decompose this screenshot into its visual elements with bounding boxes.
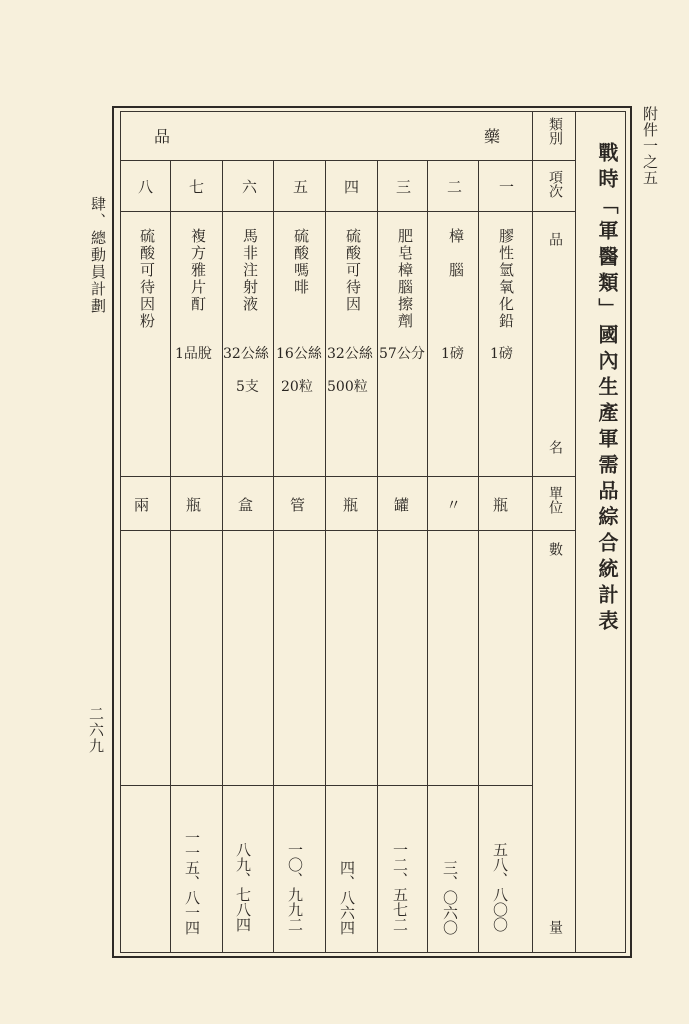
row-7-name: 複方雅片酊 [189,228,207,313]
row-5-name: 硫酸嗎啡 [292,228,310,296]
row-5-spec2: 20粒 [281,379,313,395]
row-4-no: 四 [344,178,362,196]
header-item-no: 項次 [547,170,563,198]
row-4-spec2: 500粒 [327,379,368,395]
header-category: 類別 [547,117,563,145]
row-8-unit: 兩 [134,496,152,514]
group-label-left: 品 [154,127,171,146]
row-2-quantity: 三、〇六〇 [441,860,459,935]
row-7-spec1: 1品脫 [175,346,212,362]
row-4-unit: 瓶 [343,496,361,514]
attachment-label: 附件一之五 [641,106,659,186]
row-6-no: 六 [242,178,260,196]
header-item-name-bottom: 名 [547,440,563,454]
row-4-spec1: 32公絲 [327,346,373,362]
row-6-spec2: 5支 [236,379,259,395]
row-8-no: 八 [138,178,156,196]
row-4-name: 硫酸可待因 [344,228,362,313]
group-label-right: 藥 [484,127,501,146]
row-4-quantity: 四、八六四 [338,860,356,935]
row-2-unit: 〃 [446,496,464,514]
row-3-spec1: 57公分 [379,346,425,362]
row-1-quantity: 五八、八〇〇 [491,842,509,932]
row-3-no: 三 [396,178,414,196]
row-7-quantity: 一一五、八一四 [183,830,201,935]
row-3-quantity: 一二、五七二 [391,842,409,932]
row-7-unit: 瓶 [186,496,204,514]
row-1-unit: 瓶 [493,496,511,514]
row-6-quantity: 八九、七八四 [234,842,252,932]
page-number: 二六九 [87,706,105,754]
header-quantity-top: 數 [547,542,563,556]
row-1-no: 一 [499,178,517,196]
header-unit: 單位 [547,486,563,514]
row-6-spec1: 32公絲 [223,346,269,362]
row-6-name: 馬非注射液 [241,228,259,313]
header-quantity-bottom: 量 [547,920,563,934]
row-8-name: 硫酸可待因粉 [138,228,156,330]
row-2-spec1: 1磅 [441,346,464,362]
row-2-name: 樟 腦 [447,228,465,279]
row-5-spec1: 16公絲 [276,346,322,362]
row-3-unit: 罐 [394,496,412,514]
row-2-no: 二 [447,178,465,196]
row-3-name: 肥皂樟腦擦劑 [396,228,414,330]
row-5-no: 五 [293,178,311,196]
row-1-name: 膠性氫氧化鉛 [497,228,515,330]
table-title: 戰時「軍醫類」國內生產軍需品綜合統計表 [595,142,619,636]
row-1-spec1: 1磅 [490,346,513,362]
header-item-name-top: 品 [547,232,563,246]
row-5-unit: 管 [290,496,308,514]
row-7-no: 七 [189,178,207,196]
side-chapter-title: 肆、總動員計劃 [89,196,107,315]
row-5-quantity: 一〇、九九二 [286,842,304,932]
row-6-unit: 盒 [238,496,256,514]
